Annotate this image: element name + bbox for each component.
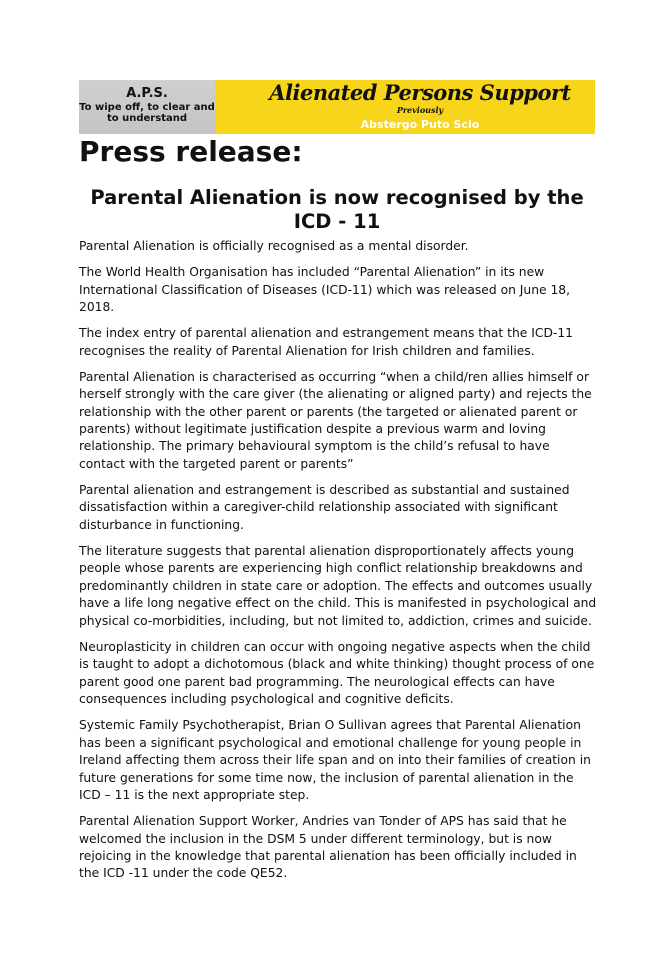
body-text bbox=[79, 238, 599, 892]
previous-org-name: Abstergo Puto Scio bbox=[360, 118, 480, 131]
paragraph: Parental Alienation Support Worker, Andries van Tonder of APS has said that he welcomed the inclusion in the DSM 5 under different terminology, but is now rejoicing in the knowledge that parental alienation has been officially included in the ICD -11 under the code QE52. bbox=[79, 814, 577, 881]
paragraph: Systemic Family Psychotherapist, Brian O Sullivan agrees that Parental Alienation has been a significant psychological and emotional challenge for young people in Ireland affecting them across their life span and on into their families of creation in future generations for some time now, the inclusion of parental alienation in the ICD – 11 is the next appropriate step. bbox=[79, 718, 591, 802]
org-name: Alienated Persons Support bbox=[269, 80, 571, 105]
paragraph: The literature suggests that parental alienation disproportionately affects young people whose parents are experiencing high conflict relationship breakdowns and predominantly children in state care or adoption. The effects and outcomes usually have a life long negative effect on the child. This is manifested in psychological and physical co-morbidities, including, but not limited to, addiction, crimes and suicide. bbox=[79, 544, 597, 628]
aps-logo-block bbox=[79, 80, 215, 134]
paragraph: Neuroplasticity in children can occur with ongoing negative aspects when the child is taught to adopt a dichotomous (black and white thinking) thought process of one parent good one parent bad programming. The neurological effects can have consequences including psychological and cognitive deficits. bbox=[79, 639, 595, 707]
header-banner bbox=[79, 80, 595, 134]
aps-short-name: A.P.S. bbox=[126, 86, 168, 101]
paragraph: The World Health Organisation has included “Parental Alienation” in its new International Classification of Diseases (ICD-11) which was released on June 18, 2018. bbox=[79, 265, 571, 315]
paragraph: Parental alienation and estrangement is described as substantial and sustained dissatisfaction within a caregiver-child relationship associated with significant disturbance in functioning. bbox=[79, 483, 570, 532]
paragraph: The index entry of parental alienation and estrangement means that the ICD-11 recognises the reality of Parental Alienation for Irish children and families. bbox=[79, 326, 573, 358]
headline: Parental Alienation is now recognised by the ICD - 11 bbox=[90, 186, 584, 233]
org-name-block bbox=[215, 80, 595, 134]
aps-tagline-line2: to understand bbox=[107, 113, 187, 124]
paragraph: Parental Alienation is officially recognised as a mental disorder. bbox=[79, 239, 469, 253]
paragraph: Parental Alienation is characterised as occurring “when a child/ren allies himself or herself strongly with the care giver (the alienating or aligned party) and rejects the relationship with the other parent or parents (the targeted or alienated parent or parents) without legitimate justification despite a previous warm and loving relationship. The primary behavioural symptom is the child’s refusal to have contact with the targeted parent or parents” bbox=[79, 369, 592, 471]
previously-label: Previously bbox=[396, 105, 444, 115]
press-release-label: Press release: bbox=[79, 135, 303, 168]
aps-tagline-line1: To wipe off, to clear and bbox=[79, 102, 215, 113]
